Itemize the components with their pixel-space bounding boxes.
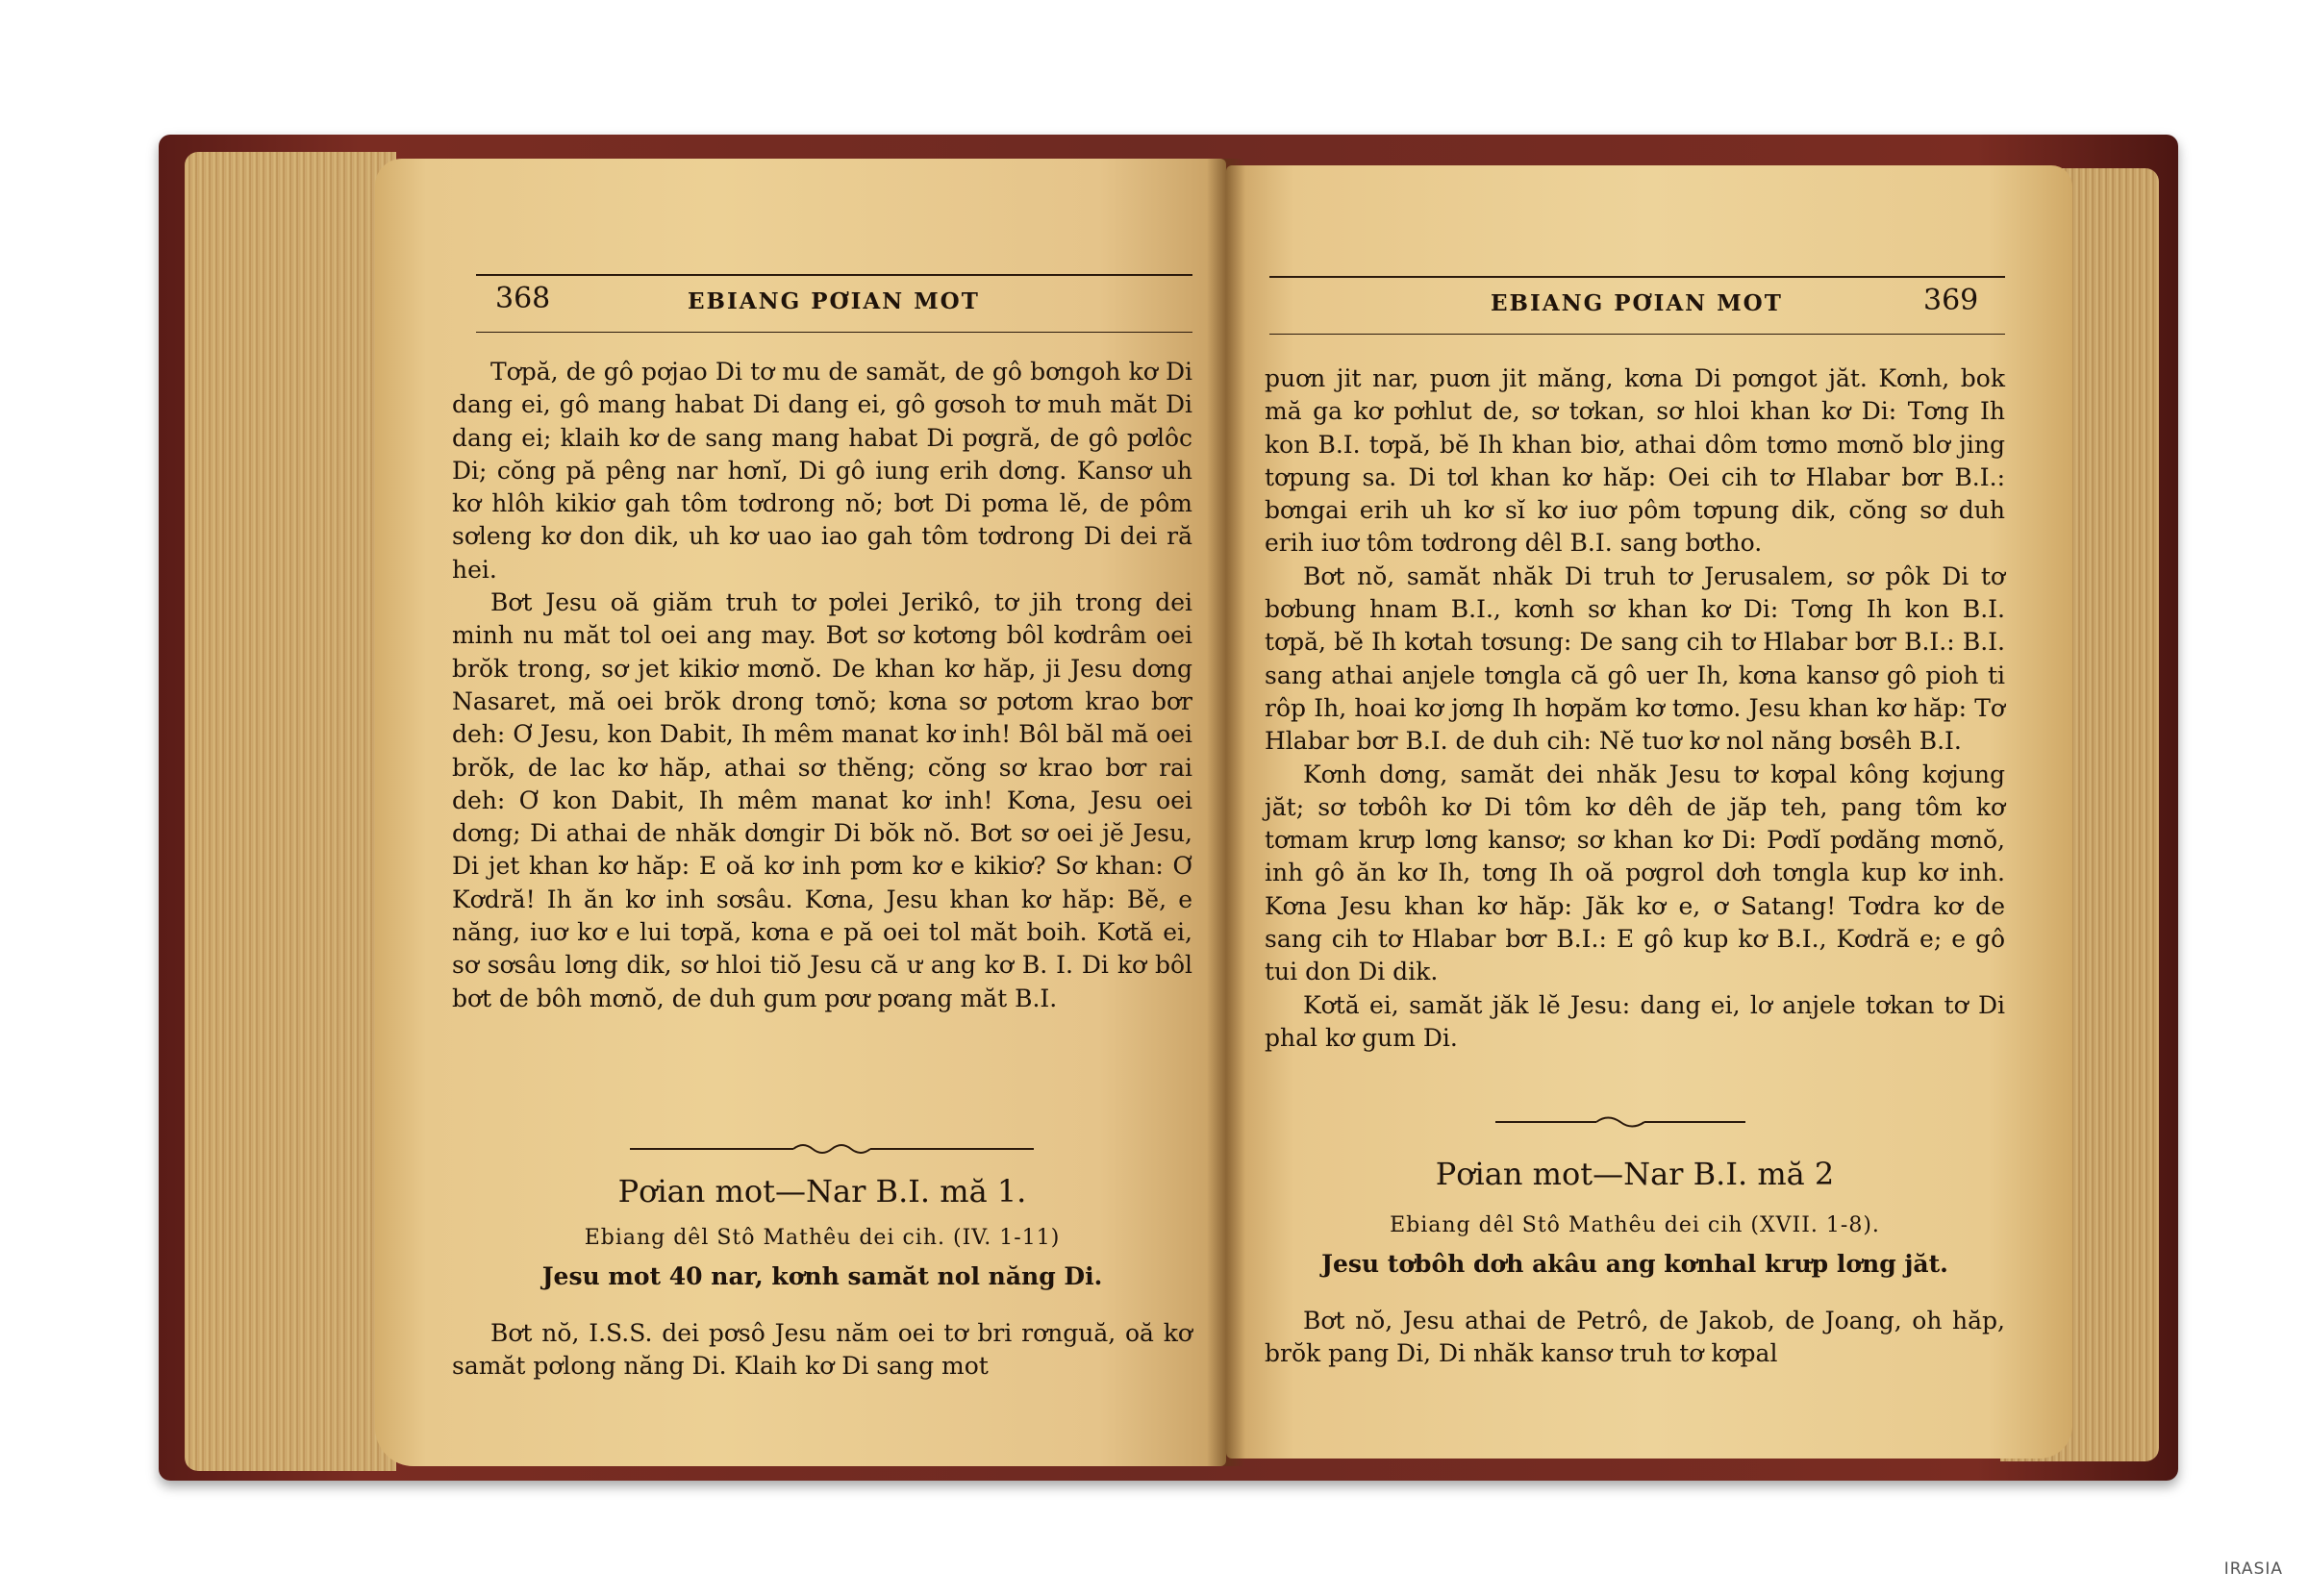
left-ornament-divider — [630, 1139, 1034, 1159]
right-paragraph-4: Kơtă ei, samăt jăk lĕ Jesu: dang ei, lơ anjele tơkan tơ Di phal kơ gum Di. — [1265, 990, 2005, 1052]
right-running-title: EBIANG PƠIAN MOT — [1491, 290, 1783, 316]
left-paragraph-2: Bơt Jesu oă giăm truh tơ pơlei Jerikô, tơ jih trong dei minh nu măt tol oei ang may. Bơt sơ kơtơng bôl kơdrâm oei brŏk trong, sơ jet kikiơ mơnŏ. De khan kơ hăp, ji Jesu dơng Nasaret, mă oei brŏk drong tơnŏ; kơna sơ pơtơm krao bơr deh: Ơ Jesu, kon Dabit, Ih mêm manat kơ inh! Bôl băl mă oei brŏk, de lac kơ hăp, athai sơ thĕng; cŏng sơ krao bơr rai deh: Ơ kon Dabit, Ih mêm manat kơ inh! Kơna, Jesu oei dơng; Di athai de nhăk dơngir Di bŏk nŏ. Bơt sơ oei jĕ Jesu, Di jet khan kơ hăp: E oă kơ inh pơm kơ e kikiơ? Sơ khan: Ơ Kơdră! Ih ăn kơ inh sơsâu. Kơna, Jesu khan kơ hăp: Bĕ, e năng, iuơ kơ e lui tơpă, kơna e pă oei tol măt boih. Kơtă ei, sơ sơsâu lơng dik, sơ hloi tiŏ Jesu că ư ang kơ B. I. Di kơ bôl bơt de bôh mơnŏ, de duh gum pơư pơang măt B.I. — [452, 588, 1192, 1012]
right-section-title: Pơian mot—Nar B.I. mă 2 — [1435, 1156, 1835, 1192]
right-running-header — [1269, 276, 2005, 335]
left-section-description: Jesu mot 40 nar, kơnh samăt nol năng Di. — [541, 1262, 1103, 1290]
page-edges-left — [185, 152, 396, 1471]
left-page — [375, 159, 1226, 1466]
right-section-subtitle: Ebiang dêl Stô Mathêu dei cih (XVII. 1-8). — [1390, 1213, 1880, 1237]
right-paragraph-1: puơn jit nar, puơn jit măng, kơna Di pơngot jăt. Kơnh, bok mă ga kơ pơhlut de, sơ tơkan, sơ hloi khan kơ Di: Tơng Ih kon B.I. tơpă, bĕ Ih khan biơ, athai dôm tơmo mơnŏ blơ jing tơpung sa. Di tơl khan kơ hăp: Oei cih tơ Hlabar bơr B.I.: bơngai erih uh kơ sĭ kơ iuơ pôm tơpung dik, cŏng sơ duh erih iuơ tôm tơdrong dêl B.I. sang bơtho. — [1265, 364, 2005, 558]
left-body-text — [452, 356, 1192, 1015]
right-page — [1226, 165, 2072, 1459]
left-section-text: Bơt nŏ, I.S.S. dei pơsô Jesu năm oei tơ bri rơnguă, oă kơ samăt pơlong năng Di. Klaih kơ Di sang mot — [452, 1319, 1192, 1381]
left-section-title: Pơian mot—Nar B.I. mă 1. — [617, 1173, 1027, 1209]
left-running-title: EBIANG PƠIAN MOT — [688, 288, 980, 314]
right-section-text: Bơt nŏ, Jesu athai de Petrô, de Jakob, de Joang, oh hăp, brŏk pang Di, Di nhăk kansơ truh tơ kơpal — [1265, 1307, 2005, 1368]
right-ornament-divider — [1495, 1112, 1745, 1132]
right-paragraph-2: Bơt nŏ, samăt nhăk Di truh tơ Jerusalem, sơ pôk Di tơ bơbung hnam B.I., kơnh sơ khan kơ Di: Tơng Ih kon B.I. tơpă, bĕ Ih kơtah tơsung: De sang cih tơ Hlabar bơr B.I.: B.I. sang athai anjele tơngla că gô uer Ih, kơna kansơ gô pioh ti rôp Ih, hoai kơ jơng Ih hơpăm kơ tơmo. Jesu khan kơ hăp: Tơ Hlabar bơr B.I. de duh cih: Nĕ tuơ kơ nol năng bơsêh B.I. — [1265, 561, 2005, 756]
left-page-number: 368 — [495, 282, 551, 315]
right-paragraph-3: Kơnh dơng, samăt dei nhăk Jesu tơ kơpal kông kơjung jăt; sơ tơbôh kơ Di tôm kơ dêh de jăp teh, pang tôm kơ tơmam krưp lơng kansơ; sơ khan kơ Di: Pơdĭ pơdăng mơnŏ, inh gô ăn kơ Ih, tơng Ih oă pơgrol dơh tơngla kup kơ inh. Kơna Jesu khan kơ hăp: Jăk kơ e, ơ Satang! Tơdra kơ de sang cih tơ Hlabar bơr B.I.: E gô kup kơ B.I., Kơdră e; e gô tui don Di dik. — [1265, 760, 2005, 986]
right-body-text — [1265, 362, 2005, 1055]
right-page-number: 369 — [1923, 284, 1979, 317]
book-gutter — [1207, 159, 1245, 1466]
left-running-header — [476, 274, 1192, 333]
watermark: IRASIA — [2223, 1559, 2283, 1579]
left-section-subtitle: Ebiang dêl Stô Mathêu dei cih. (IV. 1-11) — [584, 1226, 1061, 1250]
right-section-description: Jesu tơbôh dơh akâu ang kơnhal krưp lơng jăt. — [1321, 1250, 1948, 1278]
left-paragraph-1: Tơpă, de gô pơjao Di tơ mu de samăt, de gô bơngoh kơ Di dang ei, gô mang habat Di dang ei, gô gơsoh tơ muh măt Di dang ei; klaih kơ de sang mang habat Di pơgră, de gô pơlôc Di; cŏng pă pêng nar hơnĭ, Di gô iung erih dơng. Kansơ uh kơ hlôh kikiơ gah tôm tơdrong nŏ; bơt Di pơma lĕ, de pôm sơleng kơ don dik, uh kơ uao iao gah tôm tơdrong Di dei ră hei. — [452, 358, 1192, 584]
